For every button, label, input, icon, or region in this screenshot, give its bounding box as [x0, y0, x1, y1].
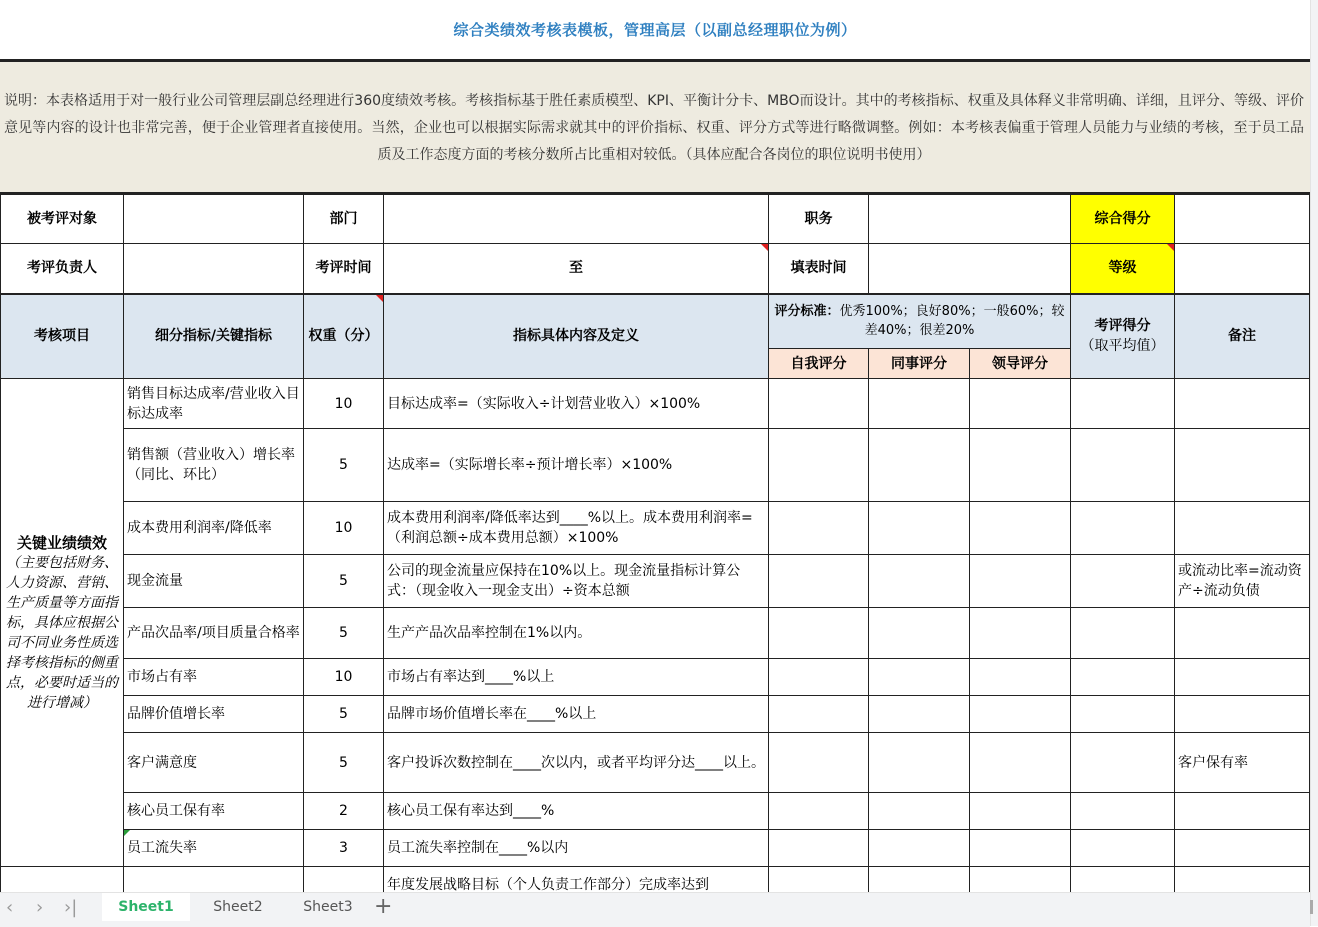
tab-sheet1[interactable]: Sheet1: [102, 893, 190, 921]
header-item: 考核项目: [1, 294, 124, 379]
table-row: [1, 502, 1310, 555]
table-row: [1, 379, 1310, 429]
leader-score-cell[interactable]: [970, 830, 1071, 867]
header-standard: [769, 294, 1071, 349]
header-self-score: 自我评分: [769, 349, 869, 379]
position-label: 职务: [769, 194, 869, 244]
indicator-cell[interactable]: 产品次品率/项目质量合格率: [124, 608, 304, 659]
self-score-cell[interactable]: [769, 429, 869, 502]
definition-cell[interactable]: 品牌市场价值增长率在____%以上: [384, 696, 769, 733]
weight-cell[interactable]: 5: [304, 696, 384, 733]
total-score-value-cell[interactable]: [1175, 194, 1310, 244]
weight-cell[interactable]: 3: [304, 830, 384, 867]
weight-cell[interactable]: 10: [304, 659, 384, 696]
period-label: 考评时间: [304, 244, 384, 294]
score-cell[interactable]: [1071, 429, 1175, 502]
header-peer-score: 同事评分: [869, 349, 970, 379]
leader-score-cell[interactable]: [970, 793, 1071, 830]
self-score-cell[interactable]: [769, 659, 869, 696]
tab-sheet3[interactable]: Sheet3: [303, 899, 353, 915]
indicator-cell[interactable]: 成本费用利润率/降低率: [124, 502, 304, 555]
peer-score-cell[interactable]: [869, 830, 970, 867]
dept-value-cell[interactable]: [384, 194, 769, 244]
category-cell[interactable]: [1, 379, 124, 867]
definition-cell[interactable]: 生产产品次品率控制在1%以内。: [384, 608, 769, 659]
self-score-cell[interactable]: [769, 867, 869, 893]
definition-cell[interactable]: 市场占有率达到____%以上: [384, 659, 769, 696]
remark-cell[interactable]: [1175, 867, 1310, 893]
table-row: [1, 867, 1310, 893]
remark-cell[interactable]: [1175, 696, 1310, 733]
table-row: [1, 793, 1310, 830]
remark-cell[interactable]: [1175, 379, 1310, 429]
self-score-cell[interactable]: [769, 696, 869, 733]
self-score-cell[interactable]: [769, 379, 869, 429]
peer-score-cell[interactable]: [869, 696, 970, 733]
fill-date-label: 填表时间: [769, 244, 869, 294]
peer-score-cell[interactable]: [869, 555, 970, 608]
info-row-1: [1, 194, 1310, 244]
self-score-cell[interactable]: [769, 793, 869, 830]
self-score-cell[interactable]: [769, 608, 869, 659]
self-score-cell[interactable]: [769, 733, 869, 793]
total-score-label: 综合得分: [1071, 194, 1175, 244]
chevron-right-icon[interactable]: ›: [36, 897, 44, 918]
add-sheet-icon[interactable]: +: [374, 894, 393, 919]
table-row: [1, 608, 1310, 659]
info-row-2: [1, 244, 1310, 294]
peer-score-cell[interactable]: [869, 793, 970, 830]
table-row: [1, 659, 1310, 696]
definition-cell[interactable]: 员工流失率控制在____%以内: [384, 830, 769, 867]
header-remark: 备注: [1175, 294, 1310, 379]
category-title: 关键业绩绩效: [16, 533, 107, 552]
category-cell-next[interactable]: [1, 867, 124, 893]
remark-cell[interactable]: [1175, 608, 1310, 659]
score-cell[interactable]: [1071, 659, 1175, 696]
weight-cell[interactable]: 5: [304, 555, 384, 608]
table-row: [1, 555, 1310, 608]
weight-cell[interactable]: 10: [304, 379, 384, 429]
leader-score-cell[interactable]: [970, 555, 1071, 608]
position-value-cell[interactable]: [869, 194, 1071, 244]
remark-cell[interactable]: 客户保有率: [1175, 733, 1310, 793]
remark-cell[interactable]: [1175, 830, 1310, 867]
indicator-cell[interactable]: 客户满意度: [124, 733, 304, 793]
period-value-cell[interactable]: 至: [384, 244, 769, 294]
self-score-cell[interactable]: [769, 555, 869, 608]
category-note: （主要包括财务、人力资源、营销、生产质量等方面指标，具体应根据公司不同业务性质选择考核指标的侧重点，必要时适当的进行增减）: [6, 554, 118, 711]
sheet-title: 综合类绩效考核表模板，管理高层（以副总经理职位为例）: [453, 20, 857, 39]
weight-cell[interactable]: 5: [304, 608, 384, 659]
peer-score-cell[interactable]: [869, 659, 970, 696]
weight-cell[interactable]: [304, 867, 384, 893]
header-leader-score: 领导评分: [970, 349, 1071, 379]
sheet-tab-bar: [0, 892, 1310, 927]
indicator-cell[interactable]: 销售目标达成率/营业收入目标达成率: [124, 379, 304, 429]
evaluator-label: 考评负责人: [1, 244, 124, 294]
peer-score-cell[interactable]: [869, 379, 970, 429]
peer-score-cell[interactable]: [869, 733, 970, 793]
standard-label: 评分标准：: [774, 304, 840, 320]
table-row: [1, 696, 1310, 733]
weight-cell[interactable]: 2: [304, 793, 384, 830]
self-score-cell[interactable]: [769, 502, 869, 555]
definition-cell[interactable]: 达成率=（实际增长率÷预计增长率）×100%: [384, 429, 769, 502]
weight-cell[interactable]: 5: [304, 733, 384, 793]
evaluation-table: [0, 192, 1310, 892]
remark-cell[interactable]: [1175, 659, 1310, 696]
leader-score-cell[interactable]: [970, 429, 1071, 502]
score-cell[interactable]: [1071, 830, 1175, 867]
score-cell[interactable]: [1071, 502, 1175, 555]
standard-text: 优秀100%；良好80%；一般60%；较差40%；很差20%: [839, 304, 1065, 339]
leader-score-cell[interactable]: [970, 696, 1071, 733]
evaluator-value-cell[interactable]: [124, 244, 304, 294]
subject-label: 被考评对象: [1, 194, 124, 244]
indicator-cell[interactable]: 市场占有率: [124, 659, 304, 696]
definition-cell[interactable]: 目标达成率=（实际收入÷计划营业收入）×100%: [384, 379, 769, 429]
peer-score-cell[interactable]: [869, 867, 970, 893]
grade-value-cell[interactable]: [1175, 244, 1310, 294]
header-row-1: [1, 294, 1310, 349]
chevron-left-icon[interactable]: ‹: [6, 897, 14, 918]
peer-score-cell[interactable]: [869, 502, 970, 555]
peer-score-cell[interactable]: [869, 608, 970, 659]
remark-cell[interactable]: [1175, 793, 1310, 830]
peer-score-cell[interactable]: [869, 429, 970, 502]
skip-to-last-icon[interactable]: ›|: [64, 897, 78, 918]
indicator-cell[interactable]: 品牌价值增长率: [124, 696, 304, 733]
definition-cell[interactable]: 核心员工保有率达到____%: [384, 793, 769, 830]
score-cell[interactable]: [1071, 608, 1175, 659]
indicator-cell[interactable]: [124, 867, 304, 893]
header-indicator: 细分指标/关键指标: [124, 294, 304, 379]
grade-label: 等级: [1071, 244, 1175, 294]
leader-score-cell[interactable]: [970, 379, 1071, 429]
leader-score-cell[interactable]: [970, 867, 1071, 893]
fill-date-value-cell[interactable]: [869, 244, 1071, 294]
horizontal-scrollbar-thumb[interactable]: [1310, 900, 1313, 914]
definition-cell[interactable]: 年度发展战略目标（个人负责工作部分）完成率达到: [384, 867, 769, 893]
score-cell[interactable]: [1071, 696, 1175, 733]
header-definition: 指标具体内容及定义: [384, 294, 769, 379]
subject-value-cell[interactable]: [124, 194, 304, 244]
table-row: [1, 733, 1310, 793]
vertical-scrollbar[interactable]: [1310, 0, 1318, 926]
remark-cell[interactable]: 或流动比率=流动资产÷流动负债: [1175, 555, 1310, 608]
header-weight: 权重（分）: [304, 294, 384, 379]
indicator-cell[interactable]: 员工流失率: [124, 830, 304, 867]
definition-cell[interactable]: 成本费用利润率/降低率达到____%以上。成本费用利润率=（利润总额÷成本费用总额）×100%: [384, 502, 769, 555]
remark-cell[interactable]: [1175, 502, 1310, 555]
indicator-cell[interactable]: 现金流量: [124, 555, 304, 608]
leader-score-cell[interactable]: [970, 733, 1071, 793]
score-cell[interactable]: [1071, 379, 1175, 429]
definition-cell[interactable]: 公司的现金流量应保持在10%以上。现金流量指标计算公式：（现金收入一现金支出）÷资本总额: [384, 555, 769, 608]
definition-cell[interactable]: 客户投诉次数控制在____次以内，或者平均评分达____以上。: [384, 733, 769, 793]
header-score: [1071, 294, 1175, 379]
description-cell[interactable]: 说明：本表格适用于对一般行业公司管理层副总经理进行360度绩效考核。考核指标基于胜任素质模型、KPI、平衡计分卡、MBO而设计。其中的考核指标、权重及具体释义非常明确、详细，且评分、等级、评价意见等内容的设计也非常完善，便于企业管理者直接使用。当然，企业也可以根据实际需求就其中的评价指标、权重、评分方式等进行略微调整。例如：本考核表偏重于管理人员能力与业绩的考核，至于员工品质及工作态度方面的考核分数所占比重相对较低。（具体应配合各岗位的职位说明书使用）: [0, 62, 1310, 192]
tab-sheet2[interactable]: Sheet2: [213, 899, 263, 915]
score-sub-label: （取平均值）: [1080, 338, 1165, 355]
indicator-cell[interactable]: 核心员工保有率: [124, 793, 304, 830]
dept-label: 部门: [304, 194, 384, 244]
score-label: 考评得分: [1094, 318, 1151, 335]
leader-score-cell[interactable]: [970, 608, 1071, 659]
score-cell[interactable]: [1071, 733, 1175, 793]
score-cell[interactable]: [1071, 867, 1175, 893]
weight-cell[interactable]: 5: [304, 429, 384, 502]
leader-score-cell[interactable]: [970, 502, 1071, 555]
remark-cell[interactable]: [1175, 429, 1310, 502]
weight-cell[interactable]: 10: [304, 502, 384, 555]
table-row: [1, 830, 1310, 867]
self-score-cell[interactable]: [769, 830, 869, 867]
score-cell[interactable]: [1071, 793, 1175, 830]
score-cell[interactable]: [1071, 555, 1175, 608]
table-row: [1, 429, 1310, 502]
indicator-cell[interactable]: 销售额（营业收入）增长率（同比、环比）: [124, 429, 304, 502]
leader-score-cell[interactable]: [970, 659, 1071, 696]
